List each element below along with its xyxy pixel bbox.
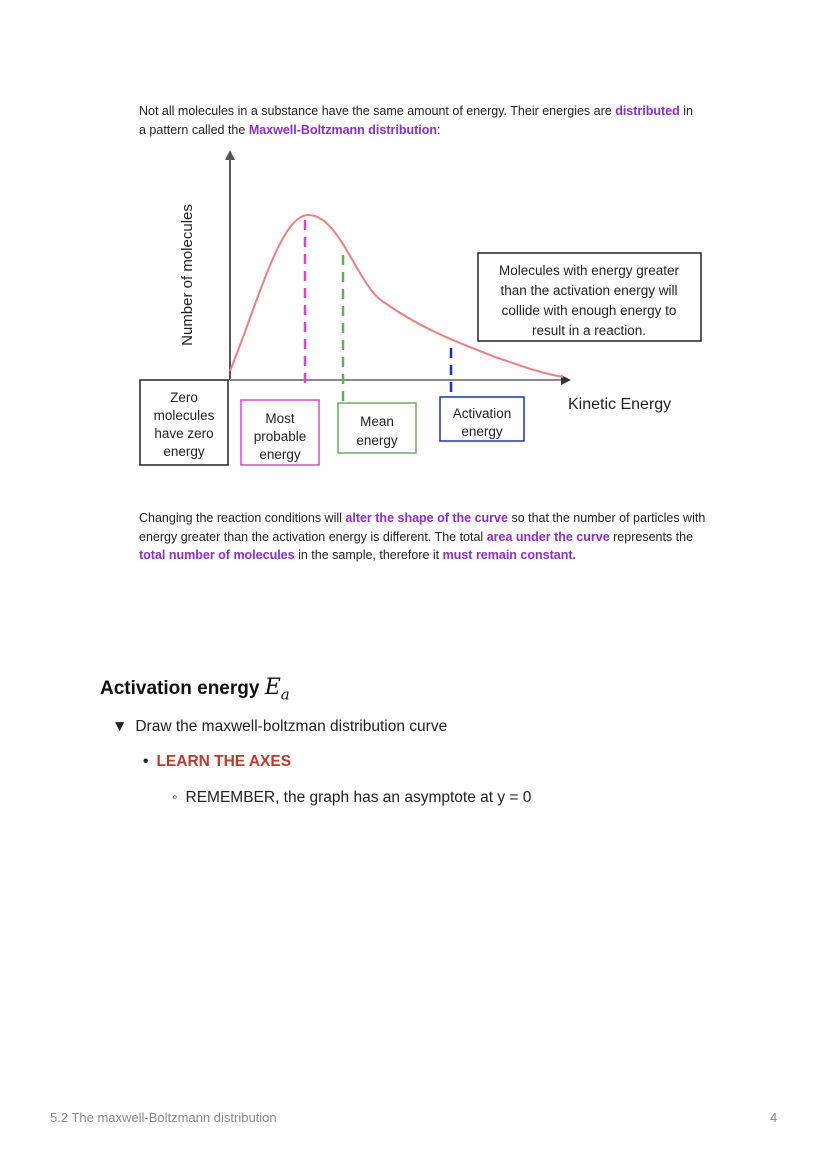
intro-text-1: Not all molecules in a substance have the same amount of energy. Their energies are: [139, 104, 612, 118]
heading-symbol: [264, 675, 290, 704]
heading-text: Activation energy: [100, 678, 260, 699]
activation-box-line-2: energy: [461, 424, 503, 439]
mean-box-line-2: energy: [356, 433, 398, 448]
zero-box-line-1: Zero: [170, 390, 198, 405]
change-text-1: Changing the reaction conditions will: [139, 511, 342, 525]
y-axis-label: Number of molecules: [179, 204, 196, 346]
activation-box-line-1: Activation: [452, 406, 512, 421]
callout-line-2: than the activation energy will: [500, 283, 678, 298]
section-heading: [100, 675, 290, 703]
intro-text-2: in a pattern called the: [139, 104, 694, 137]
toggle-list-item[interactable]: [112, 718, 447, 736]
zero-box-line-4: energy: [163, 444, 205, 459]
change-highlight-shape: alter the shape of the curve: [345, 511, 508, 525]
toggle-triangle-icon[interactable]: ▼: [112, 718, 128, 735]
footer-title: 5.2 The maxwell-Boltzmann distribution: [50, 1110, 277, 1125]
zero-box-line-3: have zero: [154, 426, 214, 441]
heading-symbol-main: E: [264, 675, 281, 700]
change-text-5: .: [572, 548, 576, 562]
intro-highlight-distributed: distributed: [615, 104, 680, 118]
footer-page-number: 4: [770, 1110, 778, 1125]
zero-box-line-2: molecules: [153, 408, 215, 423]
change-text-3: represents the: [613, 529, 694, 544]
callout-line-4: result in a reaction.: [531, 323, 647, 338]
change-highlight-area: area under the curve: [486, 529, 610, 544]
sub-bullet-list-item: [172, 789, 531, 807]
change-highlight-total: total number of molecules: [139, 548, 295, 562]
maxwell-boltzmann-diagram: [135, 145, 705, 475]
most-probable-line-2: probable: [253, 429, 307, 444]
y-axis-arrow: [225, 150, 235, 160]
change-text-4: in the sample, therefore it: [298, 548, 440, 562]
intro-text-3: :: [437, 122, 441, 137]
most-probable-line-3: energy: [259, 447, 301, 462]
most-probable-line-1: Most: [265, 411, 295, 426]
mean-box-line-1: Mean: [360, 414, 394, 429]
callout-line-3: collide with enough energy to: [501, 303, 677, 318]
bullet-item-text: LEARN THE AXES: [156, 753, 292, 770]
toggle-item-text: Draw the maxwell-boltzman distribution curve: [135, 718, 448, 735]
change-highlight-constant: must remain constant: [442, 548, 573, 562]
bullet-circle-icon: ◦: [172, 789, 178, 806]
x-axis-label: Kinetic Energy: [568, 396, 672, 413]
heading-symbol-subscript: a: [280, 685, 290, 704]
sub-bullet-item-text: REMEMBER, the graph has an asymptote at y = 0: [185, 789, 532, 806]
callout-line-1: Molecules with energy greater: [498, 263, 680, 278]
change-paragraph: [139, 509, 709, 565]
bullet-dot-icon: •: [143, 753, 149, 770]
intro-highlight-maxwell-boltzmann: Maxwell-Boltzmann distribution: [248, 122, 438, 137]
bullet-list-item: [143, 753, 291, 771]
intro-paragraph: [139, 102, 699, 139]
change-text-2: so that the number of particles with energy greater than the activation energy is different. The total: [139, 511, 706, 544]
